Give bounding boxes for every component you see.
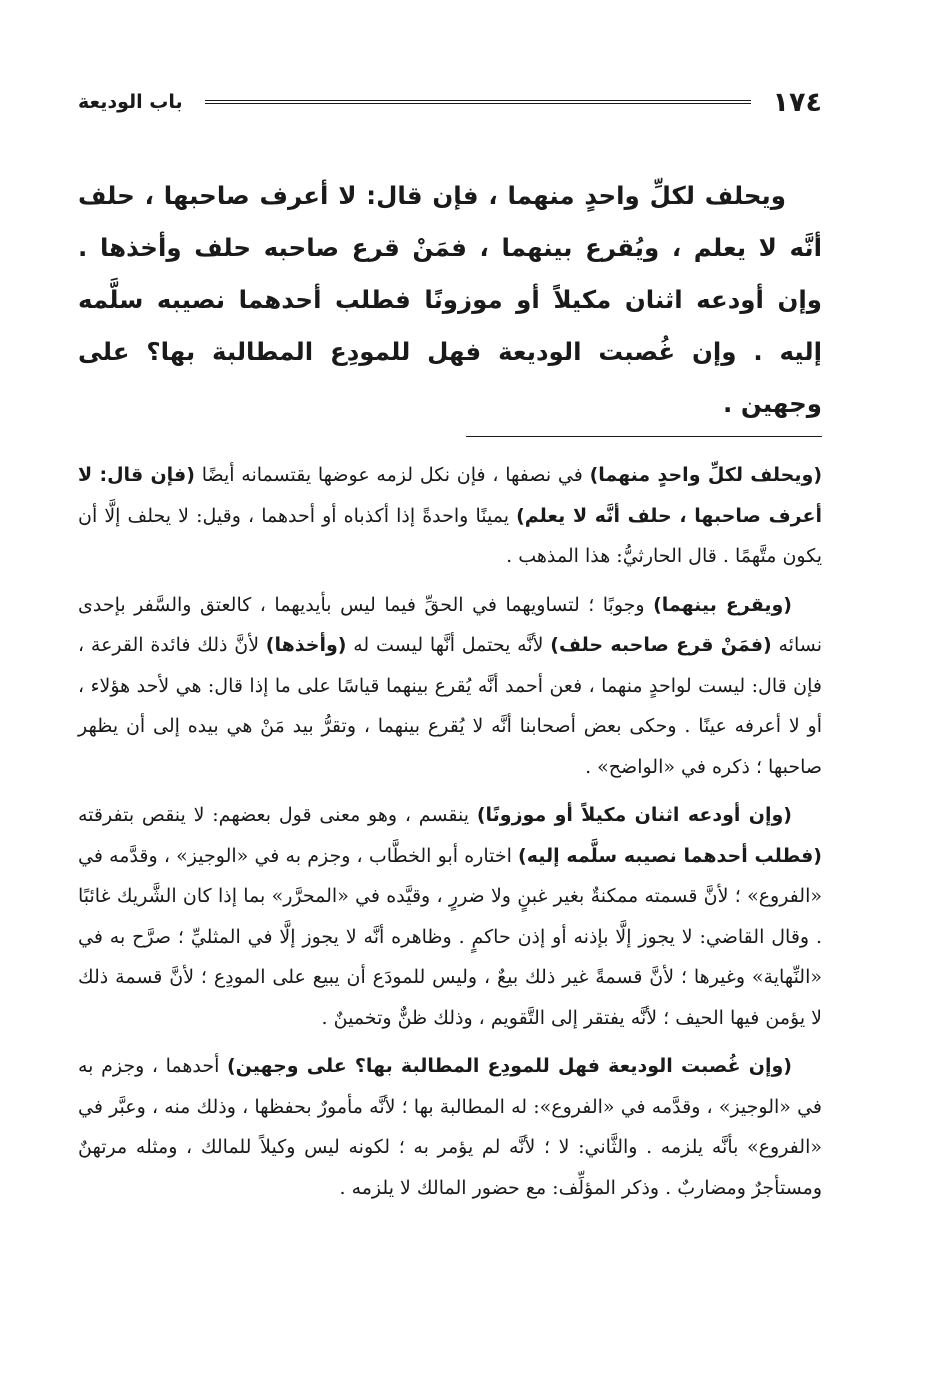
quoted-matn-segment: (وإن أودعه اثنان مكيلاً أو موزونًا) bbox=[476, 804, 792, 826]
commentary-segment: لأنَّ ذلك فائدة القرعة ، فإن قال: ليست لواحدٍ منهما ، فعن أحمد أنَّه يُقرع بينهما قياسًا على ما إذا قال: هي لأحد هؤلاء ، أو لا أعرفه عينًا . وحكى بعض أصحابنا أنَّه لا يُقرع بينهما ، وتقرُّ بيد مَنْ هي بيده إلى أن يظهر صاحبها ؛ ذكره في «الواضح» . bbox=[78, 634, 822, 778]
quoted-matn-segment: (فإن قال: لا أعرف صاحبها ، حلف أنَّه لا يعلم) bbox=[78, 464, 822, 527]
quoted-matn-segment: (ويقرع بينهما) bbox=[653, 593, 792, 616]
sharh-paragraph bbox=[78, 795, 822, 1038]
commentary-segment: لأنَّه يحتمل أنَّها ليست له bbox=[346, 634, 551, 656]
page-header bbox=[78, 78, 822, 126]
commentary-segment: وجوبًا ؛ لتساويهما في الحقِّ فيما ليس بأيديهما ، كالعتق والسَّفر بإحدى نسائه bbox=[78, 593, 822, 656]
page-number: ١٧٤ bbox=[772, 86, 822, 118]
sharh-paragraph bbox=[78, 1046, 822, 1208]
sharh-commentary bbox=[78, 455, 822, 1208]
quoted-matn-segment: (فطلب أحدهما نصيبه سلَّمه إليه) bbox=[518, 844, 822, 867]
commentary-segment: يمينًا واحدةً إذا أكذباه أو أحدهما ، وقيل: لا يحلف إلَّا أن يكون متَّهمًا . قال الحارثيُّ: هذا المذهب . bbox=[78, 504, 822, 567]
commentary-segment: أحدهما ، وجزم به في «الوجيز» ، وقدَّمه في «الفروع»: له المطالبة بها ؛ لأنَّه مأمورٌ بحفظها ، وذلك منه ، وعبَّر في «الفروع» بأنَّه يلزمه . والثَّاني: لا ؛ لأنَّه لم يؤمر به ؛ لكونه ليس وكيلاً للمالك ، ومثله مرتهنٌ ومستأجرٌ ومضاربٌ . وذكر المؤلِّف: مع حضور المالك لا يلزمه . bbox=[78, 1055, 822, 1199]
matn-separator bbox=[466, 436, 822, 437]
quoted-matn-segment: (ويحلف لكلِّ واحدٍ منهما) bbox=[589, 464, 822, 486]
commentary-segment: اختاره أبو الخطَّاب ، وجزم به في «الوجيز» ، وقدَّمه في «الفروع» ؛ لأنَّ قسمته ممكنةٌ بغير غبنٍ ولا ضررٍ ، وقيَّده في «المحرَّر» بما إذا كان الشَّريك غائبًا . وقال القاضي: لا يجوز إلَّا بإذنه أو إذن حاكمٍ . وظاهره أنَّه لا يجوز إلَّا في المثليِّ ؛ صرَّح به في «النِّهاية» وغيرها ؛ لأنَّ قسمةً غير ذلك بيعٌ ، وليس للمودَع أن يبيع على المودِع ؛ لأنَّ قسمة ذلك لا يؤمن فيها الحيف ؛ لأنَّه يفتقر إلى التَّقويم ، وذلك ظنٌّ وتخمينٌ . bbox=[78, 844, 822, 1029]
book-page bbox=[78, 78, 822, 1308]
header-rule bbox=[205, 100, 751, 104]
quoted-matn-segment: (وأخذها) bbox=[265, 634, 347, 656]
sharh-paragraph bbox=[78, 455, 822, 577]
commentary-segment: ينقسم ، وهو معنى قول بعضهم: لا ينقص بتفرقته bbox=[78, 804, 477, 826]
sharh-paragraph bbox=[78, 585, 822, 788]
quoted-matn-segment: (وإن غُصبت الوديعة فهل للمودِع المطالبة بها؟ على وجهين) bbox=[227, 1055, 792, 1077]
chapter-title: باب الوديعة bbox=[78, 91, 183, 113]
commentary-segment: في نصفها ، فإن نكل لزمه عوضها يقتسمانه أيضًا bbox=[194, 464, 590, 486]
matn-text: ويحلف لكلِّ واحدٍ منهما ، فإن قال: لا أعرف صاحبها ، حلف أنَّه لا يعلم ، ويُقرع بينهما ، فمَنْ قرع صاحبه حلف وأخذها . وإن أودعه اثنان مكيلاً أو موزونًا فطلب أحدهما نصيبه سلَّمه إليه . وإن غُصبت الوديعة فهل للمودِع المطالبة بها؟ على وجهين . bbox=[78, 181, 822, 418]
quoted-matn-segment: (فمَنْ قرع صاحبه حلف) bbox=[550, 634, 772, 656]
